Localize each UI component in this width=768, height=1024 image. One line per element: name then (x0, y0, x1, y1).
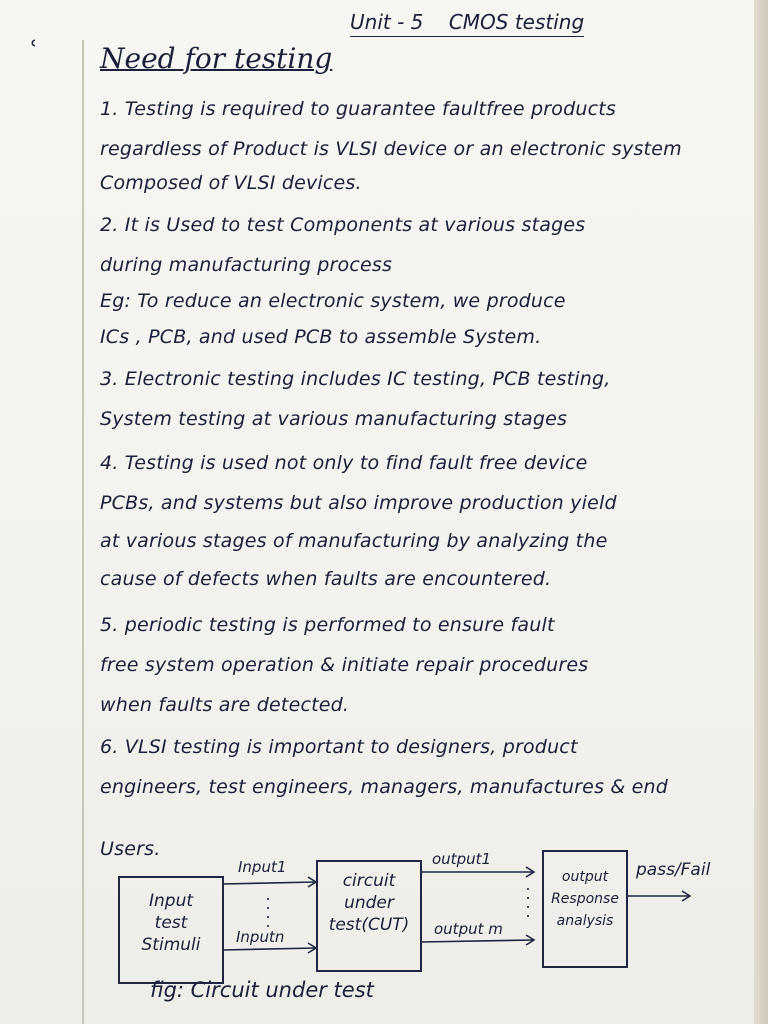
box-text: test (154, 913, 188, 933)
output1-label: output1 (432, 850, 492, 868)
outputm-label: output m (434, 920, 503, 938)
box-text: Response (551, 891, 619, 907)
text-line: at various stages of manufacturing by analyzing the (100, 530, 608, 552)
text-line: cause of defects when faults are encountered. (100, 568, 552, 590)
figure-caption: fig: Circuit under test (150, 978, 374, 1002)
text-line: 1. Testing is required to guarantee faultfree products (100, 98, 617, 120)
box-text: analysis (556, 913, 614, 929)
text-line: engineers, test engineers, managers, manufactures & end (100, 776, 669, 798)
inputn-label: Inputn (236, 928, 285, 946)
subject-label: CMOS testing (448, 10, 585, 34)
text-line: 2. It is Used to test Components at various stages (100, 214, 586, 236)
page-heading: Need for testing (100, 42, 333, 75)
text-line: when faults are detected. (100, 694, 350, 716)
text-line: free system operation & initiate repair procedures (100, 654, 589, 676)
unit-label: Unit - 5 (350, 10, 424, 34)
circuit-under-test-box (316, 860, 422, 972)
box-text: Input (148, 891, 194, 911)
margin-tick-mark: ʿ (30, 36, 38, 66)
input-stimuli-box (118, 876, 224, 984)
text-line: regardless of Product is VLSI device or an electronic system (100, 138, 682, 160)
text-line: Composed of VLSI devices. (100, 172, 362, 194)
text-line: 4. Testing is used not only to find fault free device (100, 452, 588, 474)
box-text: under (344, 893, 394, 913)
text-line: ICs , PCB, and used PCB to assemble System. (100, 326, 542, 348)
pass-fail-label: pass/Fail (636, 860, 711, 880)
text-line: System testing at various manufacturing stages (100, 408, 568, 430)
response-analysis-box (542, 850, 628, 968)
text-line: 6. VLSI testing is important to designers, product (100, 736, 578, 758)
box-text: output (561, 869, 609, 885)
text-line: Eg: To reduce an electronic system, we produce (100, 290, 566, 312)
text-line: Users. (100, 838, 161, 860)
text-line: 5. periodic testing is performed to ensure fault (100, 614, 555, 636)
text-line: PCBs, and systems but also improve production yield (100, 492, 617, 514)
box-text: Stimuli (141, 935, 201, 955)
input1-label: Input1 (238, 858, 287, 876)
text-line: during manufacturing process (100, 254, 393, 276)
text-line: 3. Electronic testing includes IC testing, PCB testing, (100, 368, 611, 390)
box-text: circuit (342, 871, 396, 891)
box-text: test(CUT) (328, 915, 410, 935)
